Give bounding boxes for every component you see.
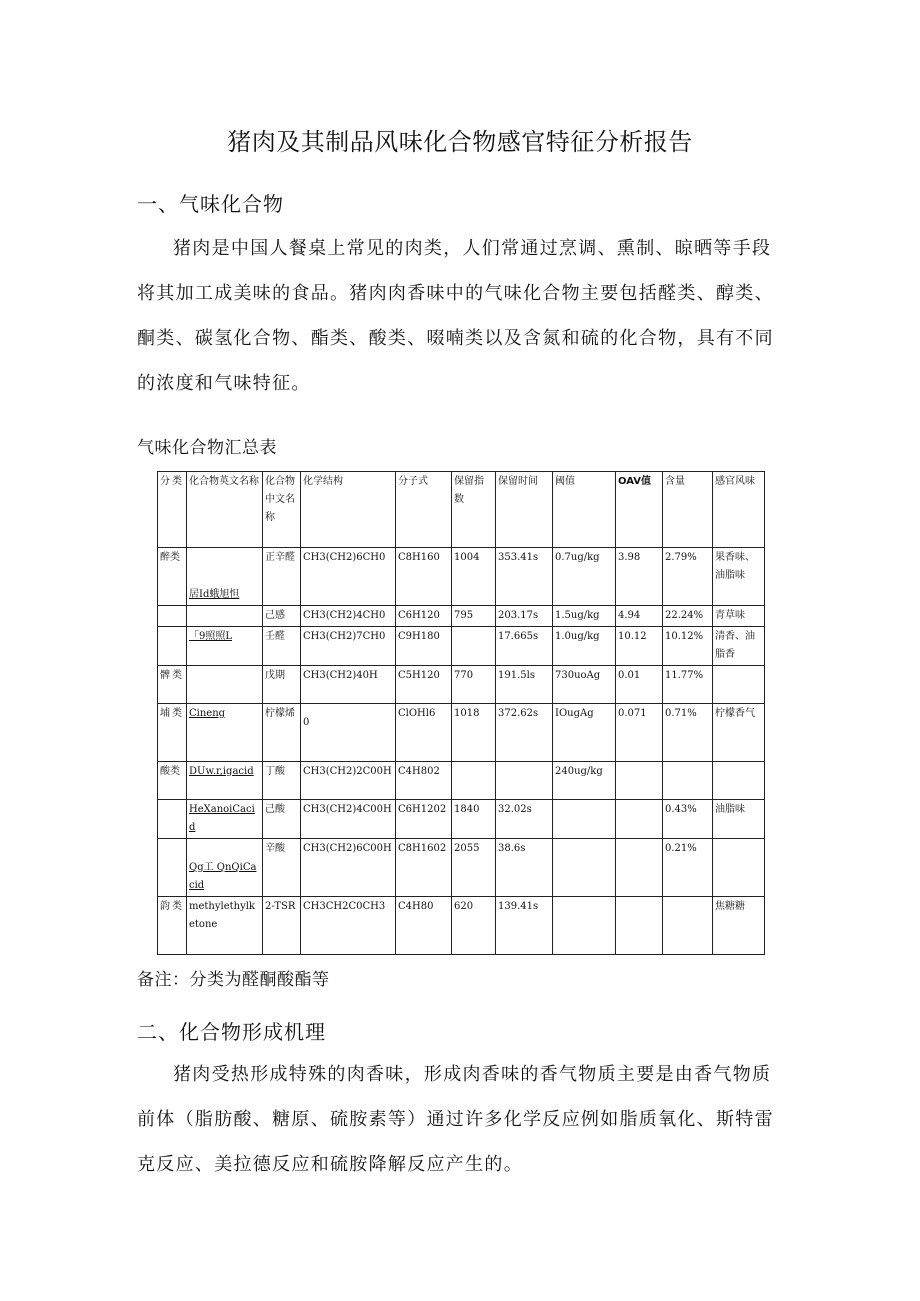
- header-content: 含量: [663, 472, 713, 548]
- cell-english-name: methylethylketone: [187, 897, 263, 955]
- cell-oav: 0.01: [616, 666, 663, 704]
- cell-structure: CH3(CH2)6CH0: [301, 548, 396, 606]
- cell-formula: C9H180: [396, 627, 452, 666]
- section-2-heading: 二、化合物形成机理: [137, 1020, 326, 1044]
- cell-chinese-name: 己酸: [263, 800, 301, 839]
- cell-retention-time: 353.41s: [496, 548, 553, 606]
- cell-formula: C6H1202: [396, 800, 452, 839]
- cell-oav: 4.94: [616, 606, 663, 627]
- cell-chinese-name: 己感: [263, 606, 301, 627]
- cell-english-name: Qg工 QnQiCacid: [187, 839, 263, 897]
- table-row: [158, 548, 765, 606]
- table-row: [158, 704, 765, 762]
- cell-category: [158, 839, 187, 897]
- cell-retention-time: 139.41s: [496, 897, 553, 955]
- cell-retention-index: [452, 627, 496, 666]
- cell-content: 10.12%: [663, 627, 713, 666]
- cell-threshold: 730uoAg: [553, 666, 616, 704]
- cell-chinese-name: 戊期: [263, 666, 301, 704]
- table-row: [158, 666, 765, 704]
- cell-english-name: HeXanoiCacid: [187, 800, 263, 839]
- cell-threshold: 1.5ug/kg: [553, 606, 616, 627]
- cell-english-name: [187, 606, 263, 627]
- table-row: [158, 627, 765, 666]
- cell-retention-index: [452, 762, 496, 800]
- table-caption: 气味化合物汇总表: [137, 438, 277, 458]
- cell-retention-index: 1018: [452, 704, 496, 762]
- section-1-paragraph: 猪肉是中国人餐桌上常见的肉类，人们常通过烹调、熏制、晾晒等手段将其加工成美味的食品。猪肉肉香味中的气味化合物主要包括醛类、醇类、酮类、碳氢化合物、酯类、酸类、啜喃类以及含氮和硫的化合物，具有不同的浓度和气味特征。: [137, 238, 774, 394]
- cell-retention-time: 32.02s: [496, 800, 553, 839]
- cell-category: [158, 800, 187, 839]
- cell-category: 韵类: [158, 897, 187, 955]
- cell-english-name: 居Id蛾旭怛: [187, 548, 263, 606]
- cell-category: 髀类: [158, 666, 187, 704]
- cell-threshold: 240ug/kg: [553, 762, 616, 800]
- cell-structure: CH3(CH2)7CH0: [301, 627, 396, 666]
- cell-flavor: [713, 666, 765, 704]
- cell-content: 2.79%: [663, 548, 713, 606]
- cell-retention-index: 795: [452, 606, 496, 627]
- cell-chinese-name: 壬醛: [263, 627, 301, 666]
- cell-retention-time: 17.665s: [496, 627, 553, 666]
- cell-structure: CH3(CH2)4C00H: [301, 800, 396, 839]
- cell-content: 22.24%: [663, 606, 713, 627]
- cell-chinese-name: 2-TSR: [263, 897, 301, 955]
- document-title: 猪肉及其制品风味化合物感官特征分析报告: [227, 128, 693, 156]
- cell-oav: [616, 897, 663, 955]
- table-row: [158, 606, 765, 627]
- cell-content: 0.21%: [663, 839, 713, 897]
- cell-retention-index: 2055: [452, 839, 496, 897]
- cell-retention-index: 1004: [452, 548, 496, 606]
- cell-formula: C8H1602: [396, 839, 452, 897]
- cell-oav: 3.98: [616, 548, 663, 606]
- header-structure: 化学结构: [301, 472, 396, 548]
- header-category: 分类: [158, 472, 187, 548]
- cell-flavor: [713, 762, 765, 800]
- section-2-paragraph: 猪肉受热形成特殊的肉香味，形成肉香味的香气物质主要是由香气物质前体（脂肪酸、糖原、硫胺素等）通过许多化学反应例如脂质氧化、斯特雷克反应、美拉德反应和硫胺降解反应产生的。: [137, 1064, 774, 1175]
- cell-oav: [616, 800, 663, 839]
- cell-formula: C4H80: [396, 897, 452, 955]
- header-formula: 分子式: [396, 472, 452, 548]
- cell-category: [158, 627, 187, 666]
- cell-retention-time: [496, 762, 553, 800]
- cell-retention-time: 191.5ls: [496, 666, 553, 704]
- cell-content: 0.43%: [663, 800, 713, 839]
- header-retention-time: 保留时间: [496, 472, 553, 548]
- cell-category: 醉类: [158, 548, 187, 606]
- cell-content: 0.71%: [663, 704, 713, 762]
- cell-threshold: [553, 800, 616, 839]
- table-row: [158, 800, 765, 839]
- cell-retention-index: 620: [452, 897, 496, 955]
- cell-english-name: [187, 666, 263, 704]
- odor-compound-table: [157, 471, 765, 955]
- cell-chinese-name: 辛酸: [263, 839, 301, 897]
- header-english-name: 化合物英文名称: [187, 472, 263, 548]
- header-chinese-name: 化合物中文名称: [263, 472, 301, 548]
- cell-formula: C4H802: [396, 762, 452, 800]
- cell-retention-index: 1840: [452, 800, 496, 839]
- cell-formula: C8H160: [396, 548, 452, 606]
- cell-formula: C6H120: [396, 606, 452, 627]
- cell-flavor: 青草味: [713, 606, 765, 627]
- cell-chinese-name: 丁酸: [263, 762, 301, 800]
- cell-flavor: 焦糖糖: [713, 897, 765, 955]
- header-retention-index: 保留指数: [452, 472, 496, 548]
- cell-retention-index: 770: [452, 666, 496, 704]
- header-threshold: 阈值: [553, 472, 616, 548]
- cell-flavor: 柠檬香气: [713, 704, 765, 762]
- cell-retention-time: 203.17s: [496, 606, 553, 627]
- cell-category: [158, 606, 187, 627]
- cell-category: 埔类: [158, 704, 187, 762]
- cell-category: 酸类: [158, 762, 187, 800]
- cell-threshold: [553, 897, 616, 955]
- cell-formula: C5H120: [396, 666, 452, 704]
- table-note: 备注：分类为醛酮酸酯等: [137, 970, 330, 990]
- table-row: [158, 897, 765, 955]
- cell-oav: [616, 839, 663, 897]
- table-row: [158, 762, 765, 800]
- table-row: [158, 839, 765, 897]
- cell-oav: 10.12: [616, 627, 663, 666]
- section-1-heading: 一、气味化合物: [137, 192, 284, 216]
- cell-structure: 0: [301, 704, 396, 762]
- cell-flavor: 油脂味: [713, 800, 765, 839]
- cell-structure: CH3(CH2)40H: [301, 666, 396, 704]
- cell-english-name: DUw.r,igacid: [187, 762, 263, 800]
- cell-threshold: 0.7ug/kg: [553, 548, 616, 606]
- cell-threshold: [553, 839, 616, 897]
- cell-content: [663, 762, 713, 800]
- header-flavor: 感官风味: [713, 472, 765, 548]
- cell-structure: CH3(CH2)6C00H: [301, 839, 396, 897]
- cell-structure: CH3(CH2)4CH0: [301, 606, 396, 627]
- header-oav: OAV值: [616, 472, 663, 548]
- cell-oav: 0.071: [616, 704, 663, 762]
- cell-retention-time: 372.62s: [496, 704, 553, 762]
- cell-structure: CH3(CH2)2C00H: [301, 762, 396, 800]
- cell-chinese-name: 正辛醛: [263, 548, 301, 606]
- cell-english-name: Cineng: [187, 704, 263, 762]
- cell-oav: [616, 762, 663, 800]
- cell-structure: CH3CH2C0CH3: [301, 897, 396, 955]
- cell-threshold: IOugAg: [553, 704, 616, 762]
- cell-flavor: 清香、油脂香: [713, 627, 765, 666]
- cell-flavor: 果香味、油脂味: [713, 548, 765, 606]
- cell-formula: ClOHl6: [396, 704, 452, 762]
- cell-threshold: 1.0ug/kg: [553, 627, 616, 666]
- cell-chinese-name: 柠檬烯: [263, 704, 301, 762]
- cell-retention-time: 38.6s: [496, 839, 553, 897]
- cell-content: [663, 897, 713, 955]
- cell-english-name: 「9照照L: [187, 627, 263, 666]
- cell-flavor: [713, 839, 765, 897]
- cell-content: 11.77%: [663, 666, 713, 704]
- table-header-row: [158, 472, 765, 548]
